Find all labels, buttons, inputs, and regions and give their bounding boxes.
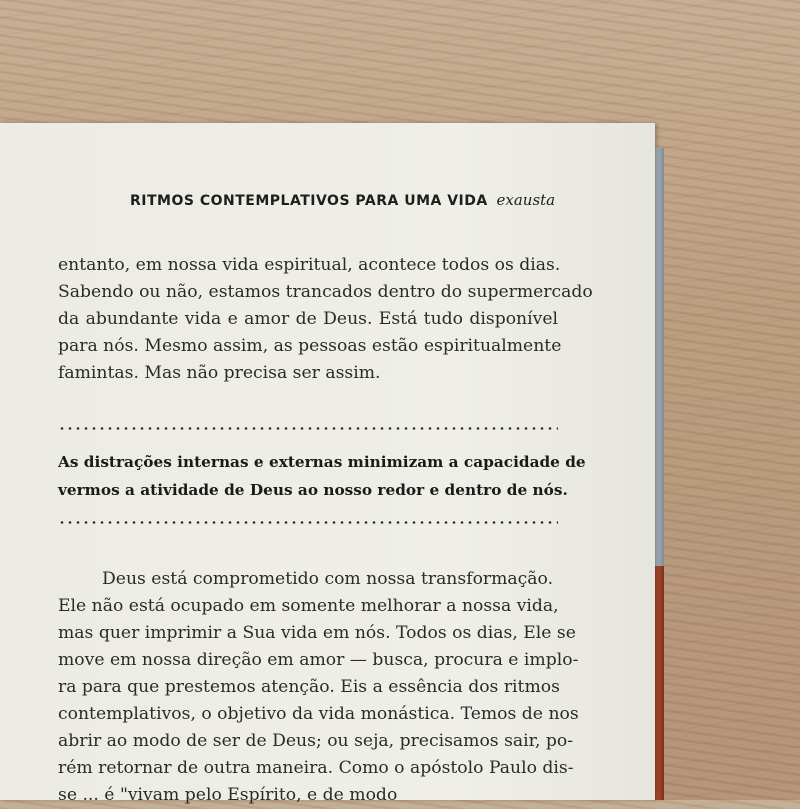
pull-quote-line: As distrações internas e externas minimizam a capacidade de [58,453,586,471]
text-line: move em nossa direção em amor — busca, procura e implo- [58,650,579,670]
text-line: Sabendo ou não, estamos trancados dentro do supermercado [58,282,593,302]
text-line: entanto, em nossa vida espiritual, acontece todos os dias. [58,255,561,275]
pull-quote-line: vermos a atividade de Deus ao nosso redor e dentro de nós. [58,481,568,499]
text-line: famintas. Mas não precisa ser assim. [58,363,381,383]
paragraph-1 [58,252,593,387]
text-line: para nós. Mesmo assim, as pessoas estão espiritualmente [58,336,562,356]
text-line: ra para que prestemos atenção. Eis a essência dos ritmos [58,677,560,697]
text-line: abrir ao modo de ser de Deus; ou seja, precisamos sair, po- [58,731,574,751]
text-line: contemplativos, o objetivo da vida monástica. Temos de nos [58,704,579,724]
dotted-divider-top [58,427,558,430]
text-line: mas quer imprimir a Sua vida em nós. Todos os dias, Ele se [58,623,576,643]
running-header-italic: exausta [496,191,556,209]
running-header-caps: RITMOS CONTEMPLATIVOS PARA UMA VIDA [130,193,488,209]
paragraph-2 [58,566,579,809]
dotted-divider-bottom [58,521,558,524]
book-page [0,123,655,805]
text-line: se ... é "vivam pelo Espírito, e de modo [58,785,398,805]
text-line: Deus está comprometido com nossa transformação. [102,569,554,589]
running-header [130,191,556,209]
pull-quote [58,448,586,504]
text-line: rém retornar de outra maneira. Como o apóstolo Paulo dis- [58,758,574,778]
text-line: da abundante vida e amor de Deus. Está tudo disponível [58,309,558,329]
text-line: Ele não está ocupado em somente melhorar a nossa vida, [58,596,559,616]
